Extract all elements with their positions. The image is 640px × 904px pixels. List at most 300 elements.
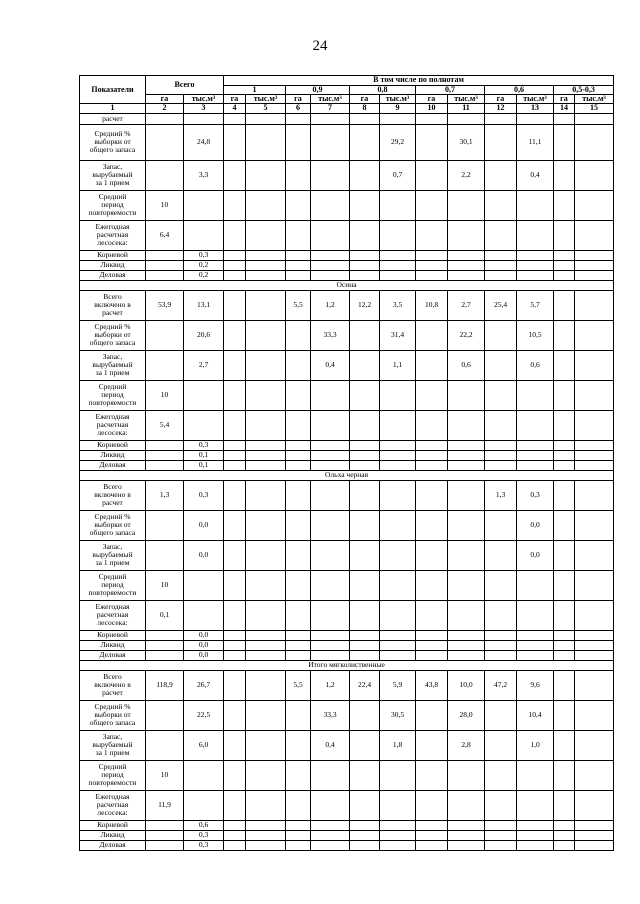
table-row: [80, 840, 614, 850]
table-cell: 0,3: [184, 480, 224, 510]
table-cell: [517, 630, 554, 640]
header-unit-vol: тыс.м³: [575, 95, 614, 104]
table-cell: 11,1: [517, 124, 554, 160]
table-cell: [575, 320, 614, 350]
column-number: 14: [554, 104, 575, 113]
table-cell: [575, 840, 614, 850]
table-cell: 0,1: [184, 450, 224, 460]
table-cell: [554, 670, 575, 700]
table-cell: [146, 250, 184, 260]
table-cell: [448, 190, 485, 220]
table-cell: [286, 540, 311, 570]
table-cell: [246, 410, 286, 440]
header-unit-ha: га: [554, 95, 575, 104]
table-cell: [246, 790, 286, 820]
table-cell: 22,5: [184, 700, 224, 730]
table-cell: 6,0: [184, 730, 224, 760]
table-cell: [448, 440, 485, 450]
row-label: Ликвид: [80, 640, 146, 650]
table-cell: [380, 440, 416, 450]
table-row: [80, 510, 614, 540]
table-cell: [224, 730, 246, 760]
table-cell: [448, 570, 485, 600]
table-cell: [448, 260, 485, 270]
row-label: Ежегодная расчетная лесосека:: [80, 790, 146, 820]
table-row: [80, 160, 614, 190]
table-cell: [246, 270, 286, 280]
table-cell: [286, 410, 311, 440]
table-cell: [554, 190, 575, 220]
table-cell: [575, 540, 614, 570]
table-cell: [224, 380, 246, 410]
table-cell: [517, 820, 554, 830]
table-cell: [286, 320, 311, 350]
table-cell: [224, 840, 246, 850]
table-cell: [575, 113, 614, 124]
table-cell: [485, 830, 517, 840]
column-number: 9: [380, 104, 416, 113]
table-cell: 10,5: [517, 320, 554, 350]
table-cell: [350, 270, 380, 280]
row-label: Средний период повторяемости: [80, 570, 146, 600]
table-cell: 10: [146, 760, 184, 790]
table-row: [80, 320, 614, 350]
table-cell: [448, 840, 485, 850]
table-cell: [554, 540, 575, 570]
table-cell: [246, 124, 286, 160]
table-cell: [517, 440, 554, 450]
column-number: 2: [146, 104, 184, 113]
table-cell: [575, 480, 614, 510]
table-cell: [554, 220, 575, 250]
table-cell: [224, 220, 246, 250]
table-cell: [350, 730, 380, 760]
table-cell: 29,2: [380, 124, 416, 160]
table-row: [80, 640, 614, 650]
table-cell: 13,1: [184, 290, 224, 320]
table-cell: [286, 440, 311, 450]
table-cell: [380, 540, 416, 570]
header-density: 0,7: [416, 86, 485, 95]
row-label: Всего включено в расчет: [80, 670, 146, 700]
table-row: [80, 113, 614, 124]
table-cell: [485, 380, 517, 410]
header-unit-vol: тыс.м³: [246, 95, 286, 104]
table-cell: 10: [146, 380, 184, 410]
table-cell: [485, 820, 517, 830]
table-cell: [350, 320, 380, 350]
table-cell: [485, 220, 517, 250]
table-cell: [416, 320, 448, 350]
header-unit-ha: га: [224, 95, 246, 104]
table-cell: 53,9: [146, 290, 184, 320]
table-cell: [416, 540, 448, 570]
table-cell: [416, 600, 448, 630]
table-cell: [575, 410, 614, 440]
table-cell: [485, 160, 517, 190]
table-cell: [554, 250, 575, 260]
table-cell: [380, 600, 416, 630]
table-row: [80, 670, 614, 700]
section-row: [80, 660, 614, 670]
table-cell: 1,0: [517, 730, 554, 760]
table-cell: [224, 540, 246, 570]
table-cell: 0,4: [311, 730, 350, 760]
row-label: Средний % выборки от общего запаса: [80, 700, 146, 730]
table-cell: [575, 160, 614, 190]
table-cell: 1,8: [380, 730, 416, 760]
table-cell: [517, 270, 554, 280]
table-cell: [350, 630, 380, 640]
table-row: [80, 350, 614, 380]
row-label: расчет: [80, 113, 146, 124]
table-cell: [554, 570, 575, 600]
table-cell: [146, 540, 184, 570]
table-cell: [350, 570, 380, 600]
table-cell: [380, 760, 416, 790]
table-cell: [350, 220, 380, 250]
column-number: 15: [575, 104, 614, 113]
table-cell: 0,6: [448, 350, 485, 380]
table-cell: [224, 600, 246, 630]
column-number: 10: [416, 104, 448, 113]
table-cell: 0,0: [184, 540, 224, 570]
table-cell: [448, 650, 485, 660]
table-cell: 2,8: [448, 730, 485, 760]
table-cell: 22,2: [448, 320, 485, 350]
table-cell: [554, 640, 575, 650]
table-cell: [416, 510, 448, 540]
header-unit-vol: тыс.м³: [448, 95, 485, 104]
table-cell: [380, 190, 416, 220]
table-cell: [350, 410, 380, 440]
table-cell: [416, 440, 448, 450]
table-cell: [554, 840, 575, 850]
table-cell: [224, 700, 246, 730]
table-row: [80, 290, 614, 320]
table-cell: [311, 460, 350, 470]
table-row: [80, 260, 614, 270]
table-cell: [184, 790, 224, 820]
table-cell: 0,0: [184, 640, 224, 650]
table-cell: [380, 570, 416, 600]
table-cell: 2,2: [448, 160, 485, 190]
table-cell: [554, 480, 575, 510]
table-cell: [286, 260, 311, 270]
row-label: Ежегодная расчетная лесосека:: [80, 410, 146, 440]
table-cell: [485, 640, 517, 650]
table-cell: [380, 460, 416, 470]
table-cell: [146, 730, 184, 760]
table-cell: [485, 650, 517, 660]
table-cell: 0,0: [184, 510, 224, 540]
table-cell: [146, 450, 184, 460]
table-cell: [246, 630, 286, 640]
table-cell: [286, 460, 311, 470]
table-cell: [311, 440, 350, 450]
table-cell: [246, 480, 286, 510]
header-indicators: Показатели: [80, 76, 146, 104]
table-cell: [311, 760, 350, 790]
table-cell: [350, 260, 380, 270]
table-cell: [485, 124, 517, 160]
table-cell: 0,3: [184, 840, 224, 850]
table-cell: [416, 840, 448, 850]
row-label: Ежегодная расчетная лесосека:: [80, 220, 146, 250]
table-row: [80, 480, 614, 510]
table-cell: [575, 350, 614, 380]
header-unit-ha: га: [146, 95, 184, 104]
table-cell: [286, 270, 311, 280]
table-cell: [448, 820, 485, 830]
table-cell: [575, 760, 614, 790]
table-cell: [246, 260, 286, 270]
table-cell: [224, 820, 246, 830]
table-cell: [146, 350, 184, 380]
section-title: Ольха черная: [80, 470, 614, 480]
table-cell: 5,5: [286, 290, 311, 320]
table-cell: [246, 540, 286, 570]
table-cell: [146, 124, 184, 160]
table-cell: [416, 250, 448, 260]
table-cell: [554, 350, 575, 380]
table-cell: [350, 600, 380, 630]
table-row: [80, 630, 614, 640]
row-label: Деловая: [80, 650, 146, 660]
table-cell: [224, 790, 246, 820]
table-cell: [380, 640, 416, 650]
table-cell: 1,2: [311, 290, 350, 320]
table-cell: 0,2: [184, 270, 224, 280]
table-cell: [575, 630, 614, 640]
table-cell: [380, 790, 416, 820]
table-cell: [146, 830, 184, 840]
table-row: [80, 790, 614, 820]
table-cell: [485, 270, 517, 280]
column-number: 4: [224, 104, 246, 113]
table-cell: [224, 460, 246, 470]
table-cell: [485, 630, 517, 640]
table-cell: [575, 700, 614, 730]
table-cell: [575, 290, 614, 320]
header-density: 1: [224, 86, 286, 95]
table-cell: [485, 700, 517, 730]
table-cell: [416, 270, 448, 280]
table-cell: [380, 250, 416, 260]
table-cell: [416, 220, 448, 250]
table-cell: [311, 510, 350, 540]
table-cell: [246, 460, 286, 470]
table-cell: [246, 650, 286, 660]
section-title: Итого мягколиственные: [80, 660, 614, 670]
table-cell: 25,4: [485, 290, 517, 320]
table-cell: [350, 250, 380, 260]
table-cell: [517, 260, 554, 270]
row-label: Ликвид: [80, 260, 146, 270]
table-cell: [448, 480, 485, 510]
table-cell: [286, 113, 311, 124]
table-cell: [311, 113, 350, 124]
table-cell: [246, 160, 286, 190]
table-cell: [286, 820, 311, 830]
table-cell: [224, 650, 246, 660]
row-label: Запас, вырубаемый за 1 прием: [80, 350, 146, 380]
table-cell: [224, 270, 246, 280]
table-cell: 1,2: [311, 670, 350, 700]
table-cell: [146, 840, 184, 850]
table-cell: [485, 260, 517, 270]
table-cell: [485, 250, 517, 260]
table-cell: [448, 380, 485, 410]
table-cell: [286, 510, 311, 540]
column-number: 13: [517, 104, 554, 113]
table-cell: [146, 510, 184, 540]
table-cell: [224, 830, 246, 840]
table-cell: [246, 350, 286, 380]
table-cell: [350, 650, 380, 660]
row-label: Всего включено в расчет: [80, 290, 146, 320]
table-row: [80, 380, 614, 410]
table-cell: [184, 570, 224, 600]
table-cell: [224, 160, 246, 190]
table-cell: [448, 250, 485, 260]
table-cell: [554, 450, 575, 460]
header-unit-ha: га: [485, 95, 517, 104]
table-cell: [184, 220, 224, 250]
row-label: Деловая: [80, 270, 146, 280]
table-cell: [448, 600, 485, 630]
header-total: Всего: [146, 76, 224, 95]
table-cell: [575, 380, 614, 410]
table-cell: [350, 440, 380, 450]
table-cell: 0,0: [184, 630, 224, 640]
table-cell: 2,7: [184, 350, 224, 380]
table-cell: [517, 380, 554, 410]
table-cell: 0,7: [380, 160, 416, 190]
table-cell: [448, 113, 485, 124]
table-cell: [485, 840, 517, 850]
table-cell: [554, 820, 575, 830]
header-unit-vol: тыс.м³: [517, 95, 554, 104]
table-cell: [554, 440, 575, 450]
table-cell: [286, 650, 311, 660]
column-number: 1: [80, 104, 146, 113]
table-cell: [448, 220, 485, 250]
table-cell: 26,7: [184, 670, 224, 700]
table-cell: [575, 730, 614, 760]
table-cell: [311, 260, 350, 270]
table-cell: [246, 190, 286, 220]
table-cell: [286, 160, 311, 190]
table-cell: [146, 440, 184, 450]
table-cell: [246, 570, 286, 600]
table-cell: [311, 600, 350, 630]
table-cell: [575, 270, 614, 280]
row-label: Корневой: [80, 630, 146, 640]
table-cell: [416, 830, 448, 840]
table-cell: [286, 830, 311, 840]
table-cell: [517, 640, 554, 650]
row-label: Ликвид: [80, 450, 146, 460]
table-row: [80, 440, 614, 450]
table-cell: [554, 510, 575, 540]
table-cell: [485, 570, 517, 600]
page-number: 24: [312, 38, 328, 54]
table-row: [80, 250, 614, 260]
table-cell: [575, 650, 614, 660]
table-cell: 3,3: [184, 160, 224, 190]
table-cell: 0,0: [517, 540, 554, 570]
table-cell: [246, 670, 286, 700]
header-unit-ha: га: [350, 95, 380, 104]
table-cell: [246, 840, 286, 850]
table-cell: [224, 450, 246, 460]
table-cell: 0,0: [517, 510, 554, 540]
table-cell: [575, 820, 614, 830]
table-cell: [146, 260, 184, 270]
header-unit-vol: тыс.м³: [380, 95, 416, 104]
table-cell: [485, 320, 517, 350]
table-cell: [286, 480, 311, 510]
table-cell: [224, 440, 246, 450]
table-cell: [485, 190, 517, 220]
table-cell: 30,5: [380, 700, 416, 730]
table-cell: [246, 760, 286, 790]
table-cell: [311, 190, 350, 220]
table-cell: [416, 730, 448, 760]
table-cell: 0,4: [517, 160, 554, 190]
table-cell: 10: [146, 190, 184, 220]
table-cell: [448, 760, 485, 790]
column-number: 12: [485, 104, 517, 113]
table-cell: [286, 220, 311, 250]
table-cell: 33,3: [311, 320, 350, 350]
table-cell: [575, 460, 614, 470]
table-cell: [246, 450, 286, 460]
table-cell: 0,1: [146, 600, 184, 630]
table-cell: 5,5: [286, 670, 311, 700]
table-cell: [224, 410, 246, 440]
table-cell: 0,0: [184, 650, 224, 660]
row-label: Средний % выборки от общего запаса: [80, 320, 146, 350]
table-cell: 0,4: [311, 350, 350, 380]
table-cell: 28,0: [448, 700, 485, 730]
table-cell: [416, 650, 448, 660]
table-cell: [350, 830, 380, 840]
table-cell: [350, 450, 380, 460]
table-cell: [448, 460, 485, 470]
table-row: [80, 190, 614, 220]
table-cell: [517, 830, 554, 840]
table-cell: [350, 640, 380, 650]
table-cell: [184, 760, 224, 790]
table-cell: [146, 113, 184, 124]
table-cell: 22,4: [350, 670, 380, 700]
table-cell: [380, 260, 416, 270]
header-density: 0,8: [350, 86, 416, 95]
table-cell: [554, 600, 575, 630]
table-row: [80, 450, 614, 460]
table-cell: [311, 650, 350, 660]
table-cell: [311, 250, 350, 260]
table-cell: [246, 250, 286, 260]
table-cell: [224, 124, 246, 160]
column-number: 5: [246, 104, 286, 113]
table-cell: 0,2: [184, 260, 224, 270]
table-cell: [311, 124, 350, 160]
table-cell: [224, 290, 246, 320]
table-cell: 10,0: [448, 670, 485, 700]
